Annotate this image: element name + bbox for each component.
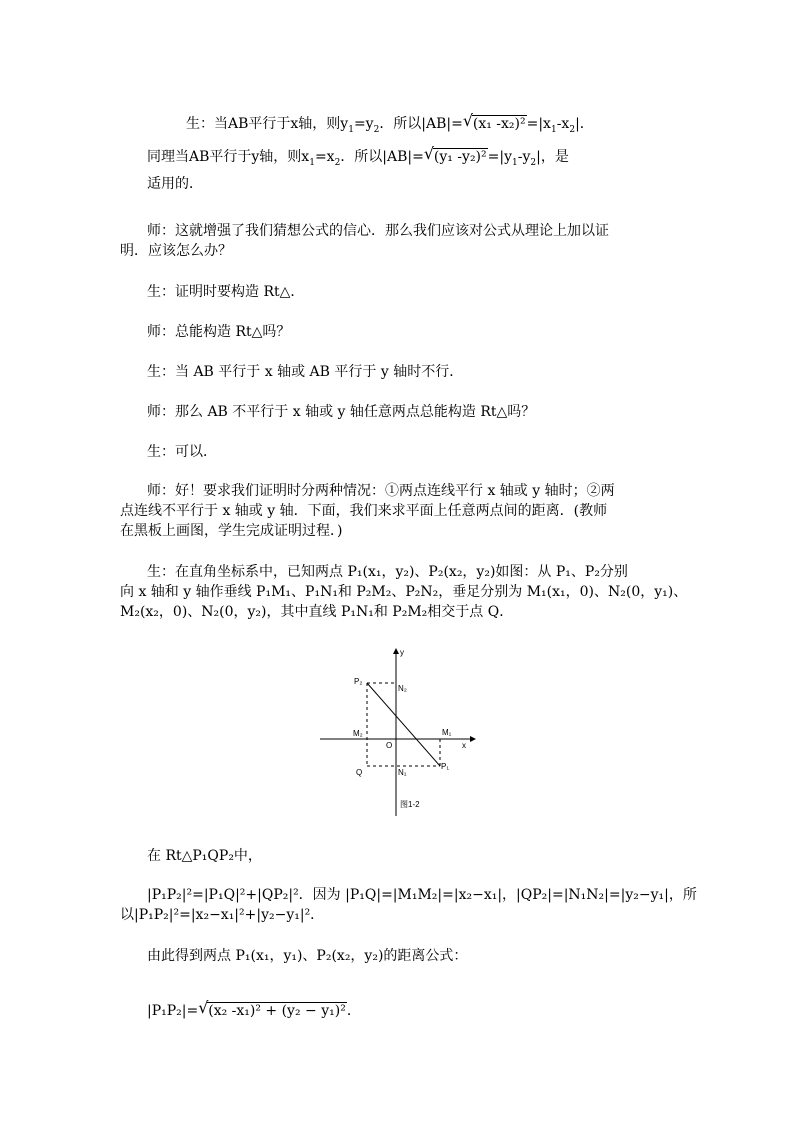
label-x: x xyxy=(462,741,466,750)
label-y: y xyxy=(400,648,404,657)
text-seg: ．所以|AB|= xyxy=(340,149,424,165)
text-seg: =y xyxy=(353,116,374,132)
proof-line-a: |P₁P₂|²=|P₁Q|²+|QP₂|²．因为 |P₁Q|=|M₁M₂|=|x₂−x₁|，|QP₂|=|N₁N₂|=|y₂−y₁|，所 xyxy=(147,887,697,903)
student-paragraph-5b: 向 x 轴和 y 轴作垂线 P₁M₁、P₁N₁和 P₂M₂、P₂N₂，垂足分别为 M₁(x₁，0)、N₂(0，y₁)、 xyxy=(120,584,688,600)
sqrt-sign: √ xyxy=(423,144,435,163)
text-seg: |，是 xyxy=(536,149,569,165)
text-seg: 同理当AB平行于y轴，则x xyxy=(147,149,310,165)
text-seg: =|x xyxy=(526,116,551,132)
sub: 2 xyxy=(373,124,380,135)
sqrt-body: (x₂ -x₁)² + (y₂ − y₁)² xyxy=(208,1003,346,1019)
sqrt-body: (x₁ -x₂)² xyxy=(472,116,526,132)
sub: 1 xyxy=(550,124,557,135)
sqrt-body: (y₁ -y₂)² xyxy=(433,149,487,165)
formula-intro: 由此得到两点 P₁(x₁，y₁)、P₂(x₂，y₂)的距离公式： xyxy=(147,948,468,964)
sqrt-sign: √ xyxy=(462,111,474,130)
label-m1: M₁ xyxy=(442,728,452,737)
sub: 2 xyxy=(530,157,537,168)
student-line-2: 生：证明时要构造 Rt△． xyxy=(147,284,305,300)
y-axis-arrow xyxy=(393,648,399,654)
student-paragraph-5a: 生：在直角坐标系中，已知两点 P₁(x₁，y₂)、P₂(x₂，y₂)如图：从 P₁、P₂分别 xyxy=(147,564,628,580)
label-n2: N₂ xyxy=(398,684,407,693)
text-seg: |． xyxy=(575,116,594,132)
sub: 2 xyxy=(569,124,576,135)
label-q: Q xyxy=(356,768,363,777)
label-origin: O xyxy=(386,741,393,750)
label-p1: P₁ xyxy=(441,762,450,771)
sub: 1 xyxy=(309,157,315,168)
rt-triangle-line: 在 Rt△P₁QP₂中， xyxy=(147,848,262,864)
text-seg: ． xyxy=(346,1003,361,1019)
label-p2: P₂ xyxy=(354,677,363,686)
text-seg: 生：当AB平行于x轴，则y xyxy=(186,116,349,132)
teacher-paragraph-4c: 在黑板上画图，学生完成证明过程．) xyxy=(120,523,343,539)
text-seg: -x xyxy=(556,116,570,132)
text-seg: =x xyxy=(314,149,335,165)
sqrt-sign: √ xyxy=(198,998,209,1017)
proof-line-b: 以|P₁P₂|²=|x₂−x₁|²+|y₂−y₁|²． xyxy=(120,907,325,923)
teacher-paragraph-1b: 明．应该怎么办？ xyxy=(120,243,232,259)
x-axis-arrow xyxy=(470,736,476,742)
line-applicable: 适用的． xyxy=(147,176,203,192)
teacher-paragraph-1a: 师：这就增强了我们猜想公式的信心．那么我们应该对公式从理论上加以证 xyxy=(147,223,609,239)
teacher-paragraph-4a: 师：好！要求我们证明时分两种情况：①两点连线平行 x 轴或 y 轴时；②两 xyxy=(147,483,615,499)
teacher-line-3: 师：那么 AB 不平行于 x 轴或 y 轴任意两点总能构造 Rt△吗？ xyxy=(147,404,536,420)
label-n1: N₁ xyxy=(398,768,407,777)
sqrt-expression xyxy=(198,998,347,1021)
text-seg: -y xyxy=(517,149,531,165)
formula-lhs: |P₁P₂|= xyxy=(147,1003,199,1019)
figure-caption: 图1-2 xyxy=(400,800,420,809)
student-paragraph-5c: M₂(x₂，0)、N₂(0，y₂)，其中直线 P₁N₁和 P₂M₂相交于点 Q． xyxy=(120,604,514,620)
distance-formula xyxy=(147,998,361,1021)
sub: 2 xyxy=(334,157,341,168)
student-line-3: 生：当 AB 平行于 x 轴或 AB 平行于 y 轴时不行． xyxy=(147,364,464,380)
sub: 1 xyxy=(512,157,518,168)
teacher-line-2: 师：总能构造 Rt△吗？ xyxy=(147,324,291,340)
label-m2: M₂ xyxy=(353,729,363,738)
text-seg: ．所以|AB|= xyxy=(379,116,463,132)
student-line-4: 生：可以． xyxy=(147,444,217,460)
segment-p1-p2 xyxy=(367,683,440,766)
text-seg: =|y xyxy=(487,149,512,165)
teacher-paragraph-4b: 点连线不平行于 x 轴或 y 轴．下面，我们来求平面上任意两点间的距离．(教师 xyxy=(120,503,608,519)
sub: 1 xyxy=(348,124,354,135)
